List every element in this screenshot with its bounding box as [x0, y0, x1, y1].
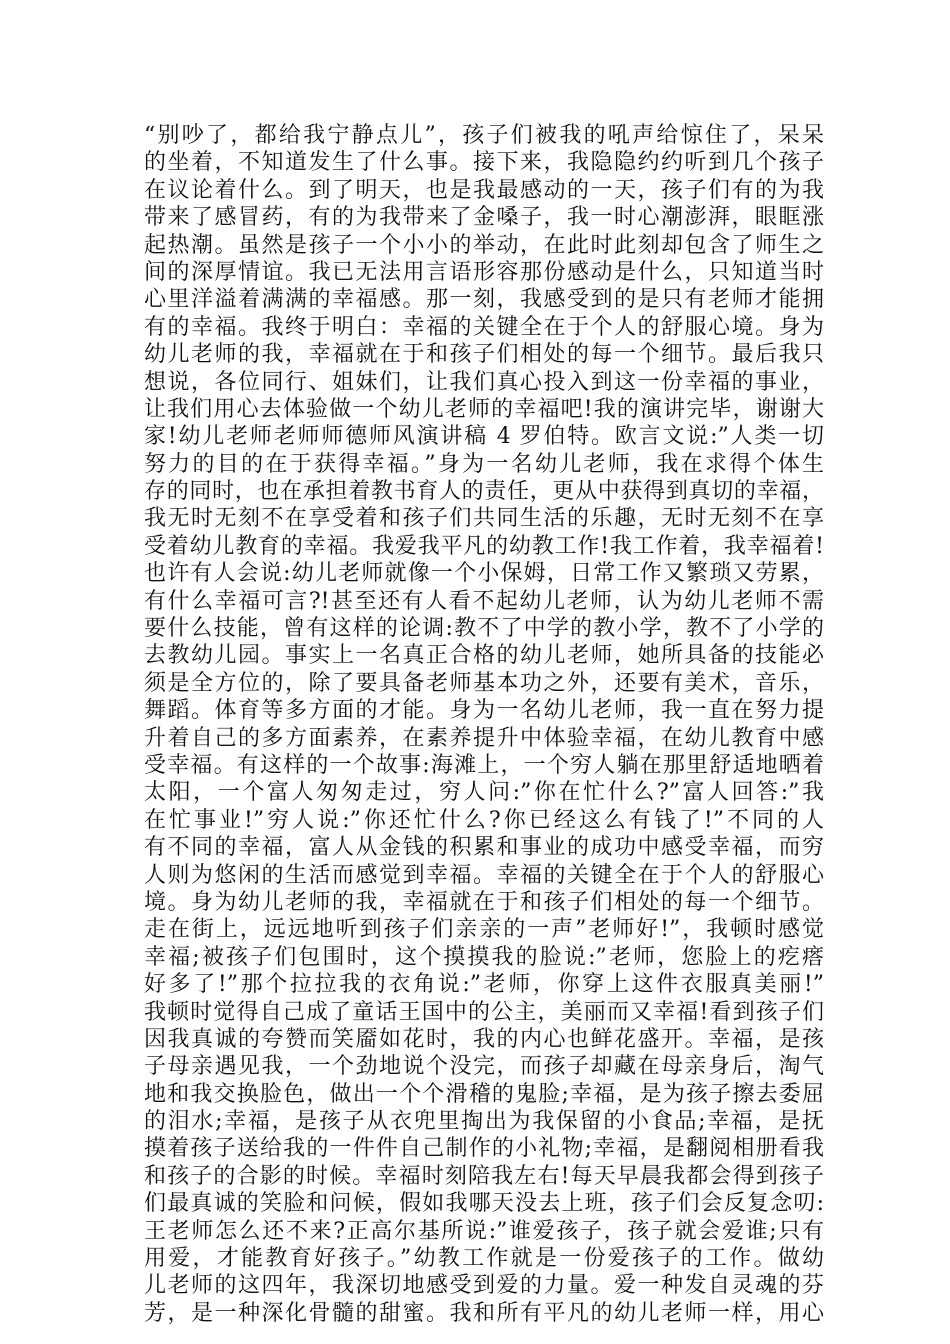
text-line: 芳，是一种深化骨髓的甜蜜。我和所有平凡的幼儿老师一样，用心	[144, 1300, 824, 1326]
text-line: 舞蹈。体育等多方面的才能。身为一名幼儿老师，我一直在努力提	[144, 698, 824, 724]
text-line: 升着自己的多方面素养，在素养提升中体验幸福，在幼儿教育中感	[144, 725, 824, 751]
text-line: 起热潮。虽然是孩子一个小小的举动，在此时此刻却包含了师生之	[144, 232, 824, 258]
text-line: 努力的目的在于获得幸福。”身为一名幼儿老师，我在求得个体生	[144, 451, 824, 477]
text-line: 人则为悠闲的生活而感觉到幸福。幸福的关键全在于个人的舒服心	[144, 862, 824, 888]
text-line: 们最真诚的笑脸和问候，假如我哪天没去上班，孩子们会反复念叨:	[144, 1191, 824, 1217]
text-line: 有什么幸福可言?!甚至还有人看不起幼儿老师，认为幼儿老师不需	[144, 588, 824, 614]
text-line: 间的深厚情谊。我已无法用言语形容那份感动是什么，只知道当时	[144, 259, 824, 285]
text-line: 我顿时觉得自己成了童话王国中的公主，美丽而又幸福!看到孩子们	[144, 999, 824, 1025]
text-line: 须是全方位的，除了要具备老师基本功之外，还要有美术，音乐，	[144, 670, 824, 696]
text-line: 受幸福。有这样的一个故事:海滩上，一个穷人躺在那里舒适地晒着	[144, 752, 824, 778]
text-line: 有的幸福。我终于明白：幸福的关键全在于个人的舒服心境。身为	[144, 314, 824, 340]
text-line: 有不同的幸福，富人从金钱的积累和事业的成功中感受幸福，而穷	[144, 835, 824, 861]
text-line: 因我真诚的夸赞而笑靥如花时，我的内心也鲜花盛开。幸福，是孩	[144, 1026, 824, 1052]
text-line: 摸着孩子送给我的一件件自己制作的小礼物;幸福，是翻阅相册看我	[144, 1136, 824, 1162]
text-line: 在议论着什么。到了明天，也是我最感动的一天，孩子们有的为我	[144, 177, 824, 203]
text-line: 在忙事业!”穷人说:”你还忙什么?你已经这么有钱了!”不同的人	[144, 807, 824, 833]
text-line: 王老师怎么还不来?正高尔基所说:”谁爱孩子，孩子就会爱谁;只有	[144, 1218, 824, 1244]
text-line: 去教幼儿园。事实上一名真正合格的幼儿老师，她所具备的技能必	[144, 643, 824, 669]
text-line: 好多了!”那个拉拉我的衣角说:”老师，你穿上这件衣服真美丽!”	[144, 972, 824, 998]
text-line: 我无时无刻不在享受着和孩子们共同生活的乐趣，无时无刻不在享	[144, 506, 824, 532]
text-line: 幸福;被孩子们包围时，这个摸摸我的脸说:”老师，您脸上的疙瘩	[144, 944, 824, 970]
text-line: 太阳，一个富人匆匆走过，穷人问:”你在忙什么?”富人回答:”我	[144, 780, 824, 806]
text-line: 用爱，才能教育好孩子。”幼教工作就是一份爱孩子的工作。做幼	[144, 1246, 824, 1272]
text-line: 心里洋溢着满满的幸福感。那一刻，我感受到的是只有老师才能拥	[144, 287, 824, 313]
text-line: 走在街上，远远地听到孩子们亲亲的一声”老师好!”，我顿时感觉	[144, 917, 824, 943]
text-line: 幼儿老师的我，幸福就在于和孩子们相处的每一个细节。最后我只	[144, 342, 824, 368]
text-line: 也许有人会说:幼儿老师就像一个小保姆，日常工作又繁琐又劳累，	[144, 561, 824, 587]
text-line: 家!幼儿老师老师师德师风演讲稿 4 罗伯特。欧言文说:”人类一切	[144, 424, 824, 450]
text-line: 要什么技能，曾有这样的论调:教不了中学的教小学，教不了小学的	[144, 616, 824, 642]
text-line: 存的同时，也在承担着教书育人的责任，更从中获得到真切的幸福，	[144, 479, 824, 505]
text-line: 让我们用心去体验做一个幼儿老师的幸福吧!我的演讲完毕，谢谢大	[144, 396, 824, 422]
text-line: 受着幼儿教育的幸福。我爱我平凡的幼教工作!我工作着，我幸福着!	[144, 533, 824, 559]
text-line: 想说，各位同行、姐妹们，让我们真心投入到这一份幸福的事业，	[144, 369, 824, 395]
text-line: 和孩子的合影的时候。幸福时刻陪我左右!每天早晨我都会得到孩子	[144, 1163, 824, 1189]
text-line: “别吵了，都给我宁静点儿”，孩子们被我的吼声给惊住了，呆呆	[144, 123, 824, 148]
text-line: 境。身为幼儿老师的我，幸福就在于和孩子们相处的每一个细节。	[144, 889, 824, 915]
body-text	[144, 122, 824, 1327]
text-line: 儿老师的这四年，我深切地感受到爱的力量。爱一种发自灵魂的芬	[144, 1273, 824, 1299]
text-line: 子母亲遇见我，一个劲地说个没完，而孩子却藏在母亲身后，淘气	[144, 1054, 824, 1080]
text-line: 地和我交换脸色，做出一个个滑稽的鬼脸;幸福，是为孩子擦去委屈	[144, 1081, 824, 1107]
text-line: 的泪水;幸福，是孩子从衣兜里掏出为我保留的小食品;幸福，是抚	[144, 1109, 824, 1135]
text-line: 带来了感冒药，有的为我带来了金嗓子，我一时心潮澎湃，眼眶涨	[144, 205, 824, 231]
text-line: 的坐着，不知道发生了什么事。接下来，我隐隐约约听到几个孩子	[144, 150, 824, 176]
